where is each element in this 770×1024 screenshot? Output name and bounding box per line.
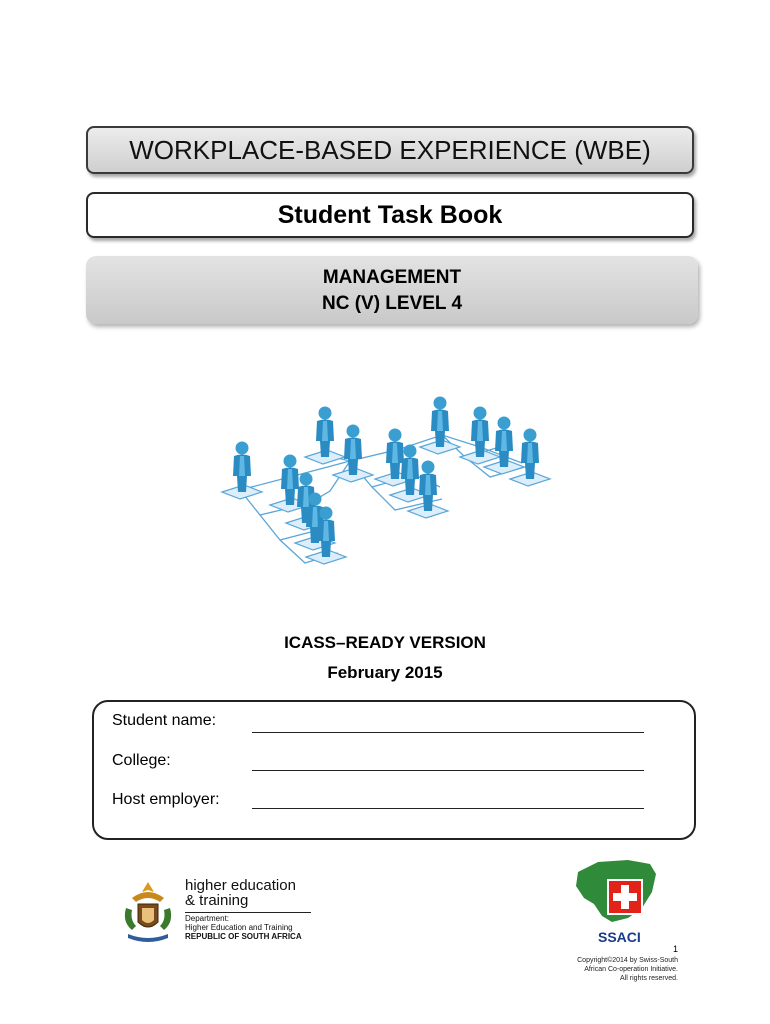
dhet-logo	[118, 878, 318, 948]
host-employer-label: Host employer:	[112, 791, 220, 808]
student-name-field[interactable]	[252, 732, 644, 733]
program-title: WORKPLACE-BASED EXPERIENCE (WBE)	[129, 135, 651, 165]
dhet-line2: Higher Education and Training	[185, 923, 293, 932]
book-title-box	[86, 192, 694, 238]
dhet-title	[185, 878, 296, 908]
course-box	[86, 256, 698, 324]
copyright-line2: African Co-operation Initiative.	[584, 966, 678, 973]
copyright-line3: All rights reserved.	[620, 975, 678, 982]
copyright-notice	[518, 956, 678, 983]
page-number: 1	[672, 944, 678, 954]
version-date: February 2015	[327, 663, 443, 682]
level-title: NC (V) LEVEL 4	[321, 293, 463, 314]
copyright-line1: Copyright©2014 by Swiss-South	[577, 957, 678, 964]
book-title: Student Task Book	[277, 201, 503, 229]
dhet-department	[185, 914, 302, 941]
host-employer-field[interactable]	[252, 808, 644, 809]
ssaci-label: SSACI	[598, 929, 641, 945]
college-label: College:	[112, 752, 171, 769]
college-field[interactable]	[252, 770, 644, 771]
subject-title: MANAGEMENT	[322, 267, 462, 288]
version-label: ICASS–READY VERSION	[284, 633, 486, 652]
student-name-label: Student name:	[112, 712, 217, 729]
program-title-banner	[86, 126, 694, 174]
dhet-title-line1: higher education	[185, 877, 296, 894]
dhet-line1: Department:	[185, 914, 230, 923]
dhet-line3: REPUBLIC OF SOUTH AFRICA	[185, 932, 302, 941]
version-block	[0, 628, 770, 688]
dhet-divider	[185, 912, 311, 913]
student-details-form	[92, 700, 696, 840]
dhet-title-line2: & training	[185, 892, 249, 909]
organisation-chart-people-icon	[210, 395, 560, 585]
coat-of-arms-icon	[118, 878, 178, 946]
